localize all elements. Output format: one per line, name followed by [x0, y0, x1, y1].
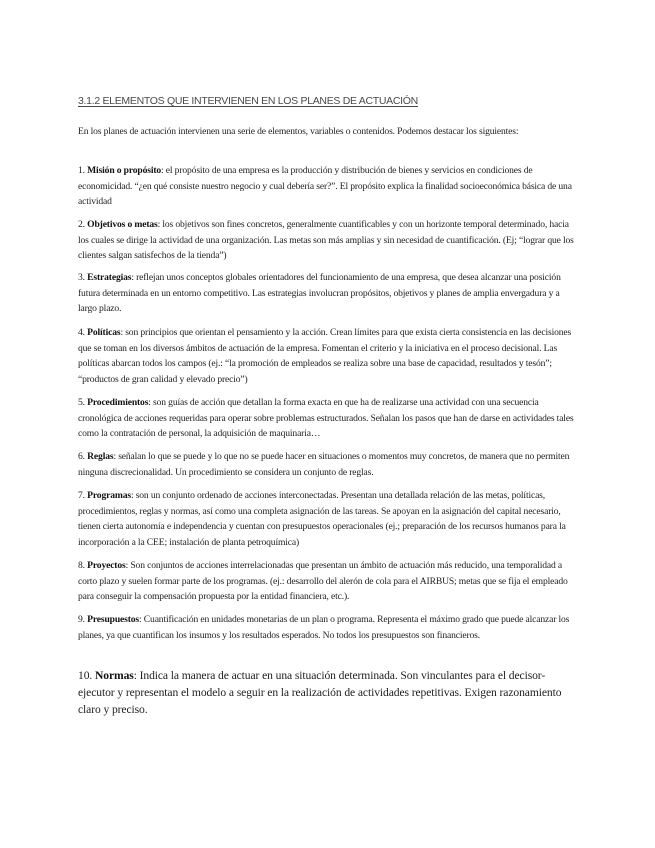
item-text: : señalan lo que se puede y lo que no se puede hacer en situaciones o momentos muy concretos, de manera que no permiten ninguna discrecionalidad. Un procedimiento se considera un conjunto de reglas. — [78, 451, 570, 478]
item-term: Políticas — [87, 327, 121, 338]
list-item-objetivos — [78, 217, 580, 264]
list-item-procedimientos — [78, 395, 580, 442]
item-number: 2. — [78, 219, 88, 230]
section-heading: 3.1.2 ELEMENTOS QUE INTERVIENEN EN LOS PLANES DE ACTUACIÓN — [78, 95, 418, 107]
list-item-politicas — [78, 325, 580, 387]
list-item-normas — [78, 667, 580, 718]
item-text: : el propósito de una empresa es la producción y distribución de bienes y servicios en condiciones de economicidad. “¿en qué consiste nuestro negocio y cual debería ser?”. El propósito explica la finalidad socioeconómica básica de una actividad — [78, 165, 572, 207]
item-number: 8. — [78, 560, 88, 571]
item-term: Programas — [87, 490, 131, 501]
list-item-programas — [78, 488, 580, 550]
item-number: 10. — [78, 669, 95, 682]
list-item-mision — [78, 163, 580, 210]
item-term: Objetivos o metas — [87, 219, 158, 230]
item-text: : son principios que orientan el pensamiento y la acción. Crean límites para que exista cierta consistencia en las decisiones que se toman en los diversos ámbitos de actuación de la empresa. Fomentan el criterio y la iniciativa en el proceso decisional. Las políticas abarcan todos los campos (ej.: “la promoción de empleados se realiza sobre una base de capacidad, resultados y tesón”; “productos de gran calidad y elevado precio”) — [78, 327, 572, 385]
item-text: : Indica la manera de actuar en una situación determinada. Son vinculantes para el decisor-ejecutor y representan el modelo a seguir en la realización de actividades repetitivas. Exigen razonamiento claro y preciso. — [78, 669, 562, 716]
intro-paragraph: En los planes de actuación intervienen una serie de elementos, variables o contenidos. Podemos destacar los siguientes: — [78, 126, 519, 137]
item-text: : los objetivos son fines concretos, generalmente cuantificables y con un horizonte temporal determinado, hacia los cuales se dirige la actividad de una organización. Las metas son más amplias y sin necesidad de cuantificación. (Ej; “lograr que los clientes salgan satisfechos de la tienda”) — [78, 219, 574, 261]
item-text: : Cuantificación en unidades monetarias de un plan o programa. Representa el máximo grado que puede alcanzar los planes, ya que cuantifican los insumos y los resultados esperados. No todos los presupuestos son financieros. — [78, 614, 570, 641]
list-item-reglas — [78, 449, 580, 480]
item-term: Misión o propósito — [87, 165, 162, 176]
item-text: : reflejan unos conceptos globales orientadores del funcionamiento de una empresa, que desea alcanzar una posición futura determinada en un entorno competitivo. Las estrategias involucran propósitos, objetivos y planes de amplia envergadura y a largo plazo. — [78, 272, 561, 314]
item-number: 7. — [78, 490, 88, 501]
item-number: 9. — [78, 614, 88, 625]
item-term: Normas — [95, 669, 134, 682]
item-number: 4. — [78, 327, 88, 338]
item-text: : son guías de acción que detallan la forma exacta en que ha de realizarse una actividad con una secuencia cronológica de acciones requeridas para operar sobre problemas estructurados. Señalan los pasos que han de darse en actividades tales como la contratación de personal, la adquisición de maquinaria… — [78, 397, 574, 439]
list-item-proyectos — [78, 558, 580, 605]
list-item-presupuestos — [78, 612, 580, 643]
item-text: : son un conjunto ordenado de acciones interconectadas. Presentan una detallada relación de las metas, políticas, procedimientos, reglas y normas, así como una completa asignación de las tareas. Se apoyan en la asignación del capital necesario, tienen cierta autonomía e independencia y cuentan con presupuestos operacionales (ej.; preparación de los recursos humanos para la incorporación a la CEE; instalación de planta petroquímica) — [78, 490, 566, 548]
item-term: Procedimientos — [87, 397, 149, 408]
item-number: 5. — [78, 397, 88, 408]
item-number: 3. — [78, 272, 88, 283]
item-term: Proyectos — [87, 560, 126, 571]
item-text: : Son conjuntos de acciones interrelacionadas que presentan un ámbito de actuación más reducido, una temporalidad a corto plazo y suelen formar parte de los programas. (ej.: desarrollo del alerón de cola para el AIRBUS; metas que se fija el empleado para conseguir la compensación propuesta por la entidad financiera, etc.). — [78, 560, 568, 602]
item-term: Presupuestos — [87, 614, 140, 625]
item-term: Estrategias — [87, 272, 132, 283]
item-number: 6. — [78, 451, 88, 462]
list-item-estrategias — [78, 270, 580, 317]
item-term: Reglas — [87, 451, 114, 462]
item-number: 1. — [78, 165, 88, 176]
